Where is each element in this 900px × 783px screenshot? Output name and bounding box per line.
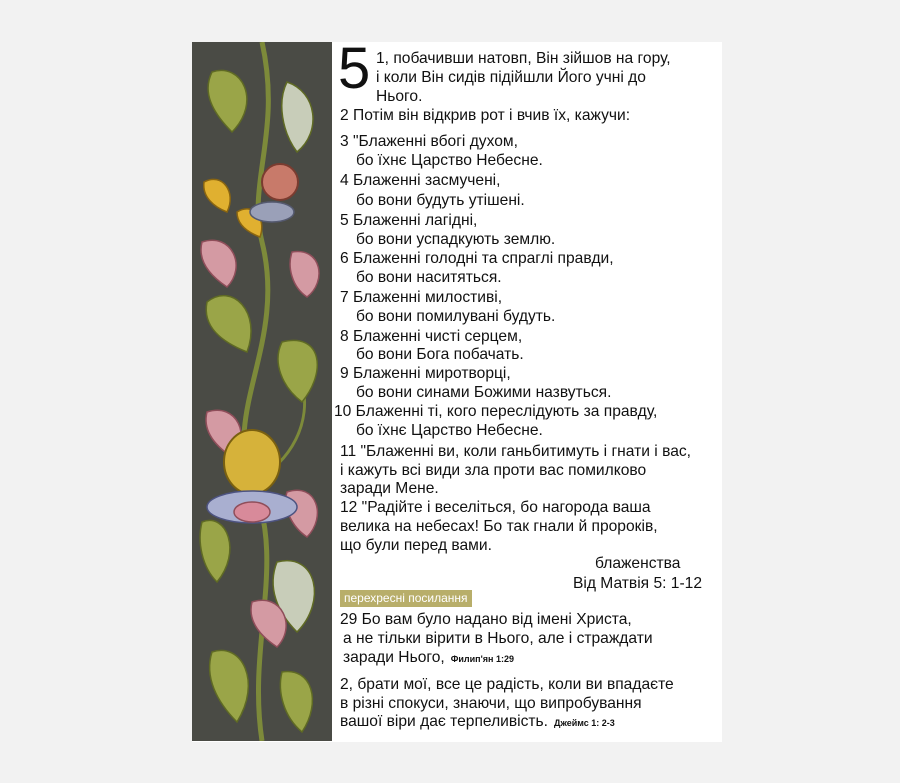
- beatitude-line: бо вони помилувані будуть.: [356, 308, 556, 325]
- beatitude-line: 4 Блаженні засмучені,: [340, 172, 501, 189]
- scripture-reference: Від Матвія 5: 1-12: [573, 575, 703, 592]
- beatitude-line: 6 Блаженні голодні та спраглі правди,: [340, 250, 614, 267]
- james-reference: Джеймс 1: 2-3: [554, 718, 615, 728]
- floral-border-illustration: [192, 42, 332, 741]
- chapter-number: 5: [338, 36, 371, 101]
- beatitude-line: 8 Блаженні чисті серцем,: [340, 328, 523, 345]
- james-line: в різні спокуси, знаючи, що випробування: [340, 695, 642, 712]
- cross-reference-badge: перехресні посилання: [340, 590, 472, 607]
- verse12-line: велика на небесах! Бо так гнали й пророків,: [340, 518, 658, 535]
- philippians-line: заради Нього,: [343, 649, 445, 666]
- beatitude-line: бо вони наситяться.: [356, 269, 502, 286]
- beatitude-line: бо вони успадкують землю.: [356, 231, 556, 248]
- verse1-line: і коли Він сидів підійшли Його учні до: [376, 69, 646, 86]
- verse11-line: заради Мене.: [340, 480, 439, 497]
- beatitude-line: бо вони синами Божими назвуться.: [356, 384, 612, 401]
- philippians-line: а не тільки вірити в Нього, але і страждати: [343, 630, 653, 647]
- verse1-line: 1, побачивши натовп, Він зійшов на гору,: [376, 50, 671, 67]
- verse12-line: 12 "Радійте і веселіться, бо нагорода ваша: [340, 499, 651, 516]
- verse11-line: і кажуть всі види зла проти вас помилково: [340, 462, 647, 479]
- philippians-reference: Филип'ян 1:29: [450, 654, 514, 664]
- beatitude-line: бо їхнє Царство Небесне.: [356, 422, 543, 439]
- section-title: блаженства: [595, 555, 681, 572]
- james-line: 2, брати мої, все це радість, коли ви впадаєте: [340, 676, 674, 693]
- beatitude-line: 9 Блаженні миротворці,: [340, 365, 511, 382]
- philippians-line: 29 Бо вам було надано від імені Христа,: [340, 611, 632, 628]
- beatitude-line: 5 Блаженні лагідні,: [340, 212, 478, 229]
- verse1-line: Нього.: [376, 88, 423, 105]
- verse12-line: що були перед вами.: [340, 537, 492, 554]
- beatitude-line: 7 Блаженні милостиві,: [340, 289, 503, 306]
- beatitude-line: бо їхнє Царство Небесне.: [356, 152, 543, 169]
- beatitude-line: 10 Блаженні ті, кого переслідують за правду,: [334, 403, 658, 420]
- james-line: вашої віри дає терпеливість.: [340, 713, 549, 730]
- verse2-line: 2 Потім він відкрив рот і вчив їх, кажучи:: [340, 107, 631, 124]
- beatitude-line: бо вони Бога побачать.: [356, 346, 524, 363]
- beatitude-line: бо вони будуть утішені.: [356, 192, 525, 209]
- beatitude-line: 3 "Блаженні вбогі духом,: [340, 133, 518, 150]
- verse11-line: 11 "Блаженні ви, коли ганьбитимуть і гнати і вас,: [340, 443, 691, 460]
